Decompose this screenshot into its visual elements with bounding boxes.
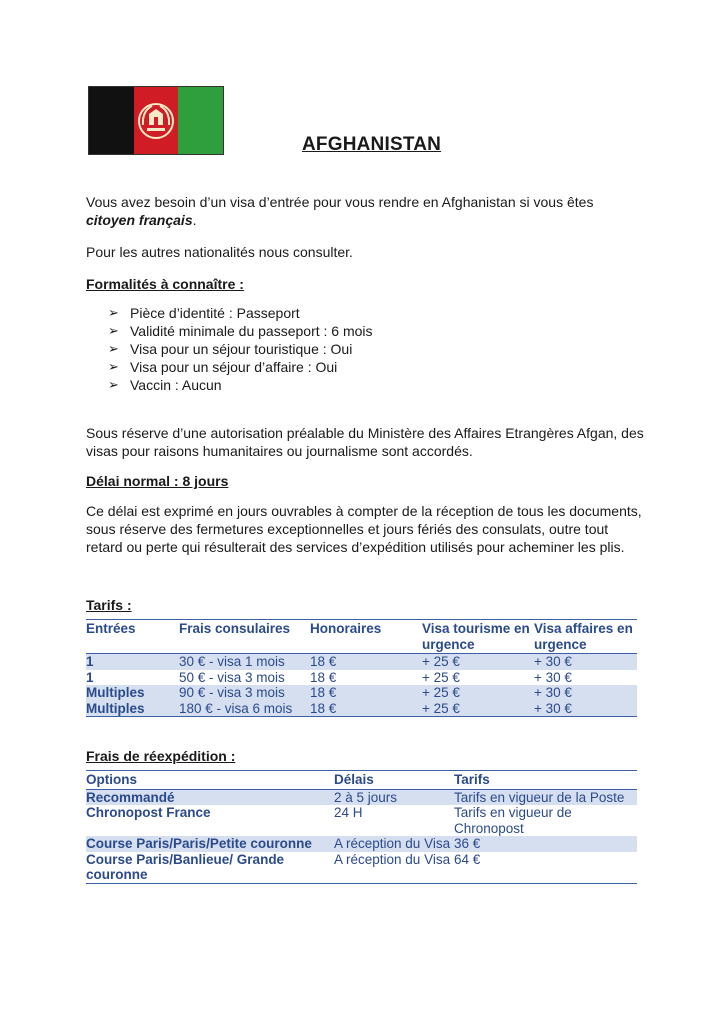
arrow-bullet-icon: ➢ [108,377,119,392]
table-row [86,654,637,670]
tarifs-table [86,619,637,717]
table-cell: Recommandé [86,789,334,805]
table-cell: + 25 € [422,654,534,670]
list-item-text: Validité minimale du passeport : 6 mois [130,323,373,339]
intro-end: . [192,212,197,228]
column-header: Délais [334,771,454,790]
list-item-text: Pièce d’identité : Passeport [130,305,300,321]
table-row [86,789,637,805]
table-cell: 50 € - visa 3 mois [179,669,285,685]
table-cell: + 25 € [422,701,534,717]
list-item [108,376,646,394]
arrow-bullet-icon: ➢ [108,359,119,374]
table-cell: 180 € - visa 6 mois [179,701,310,717]
intro-emphasis: citoyen français [86,212,193,228]
table-cell: + 25 € [422,669,460,685]
flag-black-band [89,87,134,154]
delay-paragraph: Ce délai est exprimé en jours ouvrables à compter de la réception de tous les documents, sous réserve des fermetures exceptionnelles et jours fériés des consulats, outre tout retard ou perte qui résulterait des services d’expédition utilisés pour acheminer les plis. [86,503,642,555]
table-row [86,852,637,884]
list-item-text: Vaccin : Aucun [130,377,222,393]
tarifs-heading: Tarifs : [86,597,132,613]
page-title: AFGHANISTAN [302,134,442,155]
table-cell: + 30 € [534,685,637,701]
table-cell: 2 à 5 jours [334,789,454,805]
reexpedition-heading: Frais de réexpédition : [86,748,236,764]
table-cell: + 25 € [422,685,534,701]
table-cell: 36 € [454,836,637,852]
delay-heading: Délai normal : 8 jours [86,473,229,489]
table-cell: 24 H [334,805,363,820]
table-cell: Tarifs en vigueur de Chronopost [454,805,572,836]
formalities-list [86,304,646,394]
arrow-bullet-icon: ➢ [108,341,119,356]
table-cell: 18 € [310,669,337,685]
table-cell: + 30 € [534,701,637,717]
table-cell: Course Paris/Banlieue/ Grande couronne [86,852,334,884]
table-cell: Course Paris/Paris/Petite couronne [86,836,334,852]
column-header: Tarifs [454,771,637,790]
table-cell: 64 € [454,852,637,884]
table-row [86,701,637,717]
table-cell: Tarifs en vigueur de la Poste [454,789,637,805]
list-item [108,304,646,322]
table-cell: Multiples [86,685,179,701]
table-cell: 18 € [310,701,422,717]
reserve-paragraph: Sous réserve d’une autorisation préalable du Ministère des Affaires Etrangères Afgan, des visas pour raisons humanitaires ou journalisme sont accordés. [86,425,644,459]
afghan-emblem-icon [134,99,178,143]
table-cell: + 30 € [534,669,572,685]
list-item [108,322,646,340]
list-item-text: Visa pour un séjour d’affaire : Oui [130,359,338,375]
table-header-row [86,771,637,790]
table-cell: 1 [86,654,179,670]
column-header: Frais consulaires [179,620,310,654]
table-cell: A réception du Visa [334,836,454,852]
list-item [108,340,646,358]
intro-paragraph [86,193,646,229]
column-header: Options [86,771,334,790]
flag-green-band [178,87,223,154]
list-item [108,358,646,376]
table-cell: A réception du Visa [334,852,454,884]
table-header-row [86,620,637,654]
column-header: Honoraires [310,620,422,654]
table-cell: + 30 € [534,654,637,670]
arrow-bullet-icon: ➢ [108,323,119,338]
table-cell: Chronopost France [86,805,211,820]
reexpedition-table [86,770,637,884]
table-cell: Multiples [86,701,179,717]
table-cell: 90 € - visa 3 mois [179,685,310,701]
table-row [86,805,637,836]
table-row [86,685,637,701]
table-cell: 18 € [310,685,422,701]
formalities-heading: Formalités à connaître : [86,276,244,292]
document-body [86,193,646,884]
intro-text: Vous avez besoin d’un visa d’entrée pour vous rendre en Afghanistan si vous êtes [86,194,594,210]
table-cell: 30 € - visa 1 mois [179,654,310,670]
column-header: Visa tourisme en urgence [422,620,534,654]
afghanistan-flag [88,86,224,155]
table-cell: 18 € [310,654,422,670]
table-cell: 1 [86,669,94,685]
column-header: Entrées [86,620,179,654]
list-item-text: Visa pour un séjour touristique : Oui [130,341,353,357]
other-nationalities: Pour les autres nationalités nous consulter. [86,244,353,260]
table-row [86,670,637,686]
arrow-bullet-icon: ➢ [108,305,119,320]
table-row [86,836,637,852]
column-header: Visa affaires en urgence [534,620,637,654]
